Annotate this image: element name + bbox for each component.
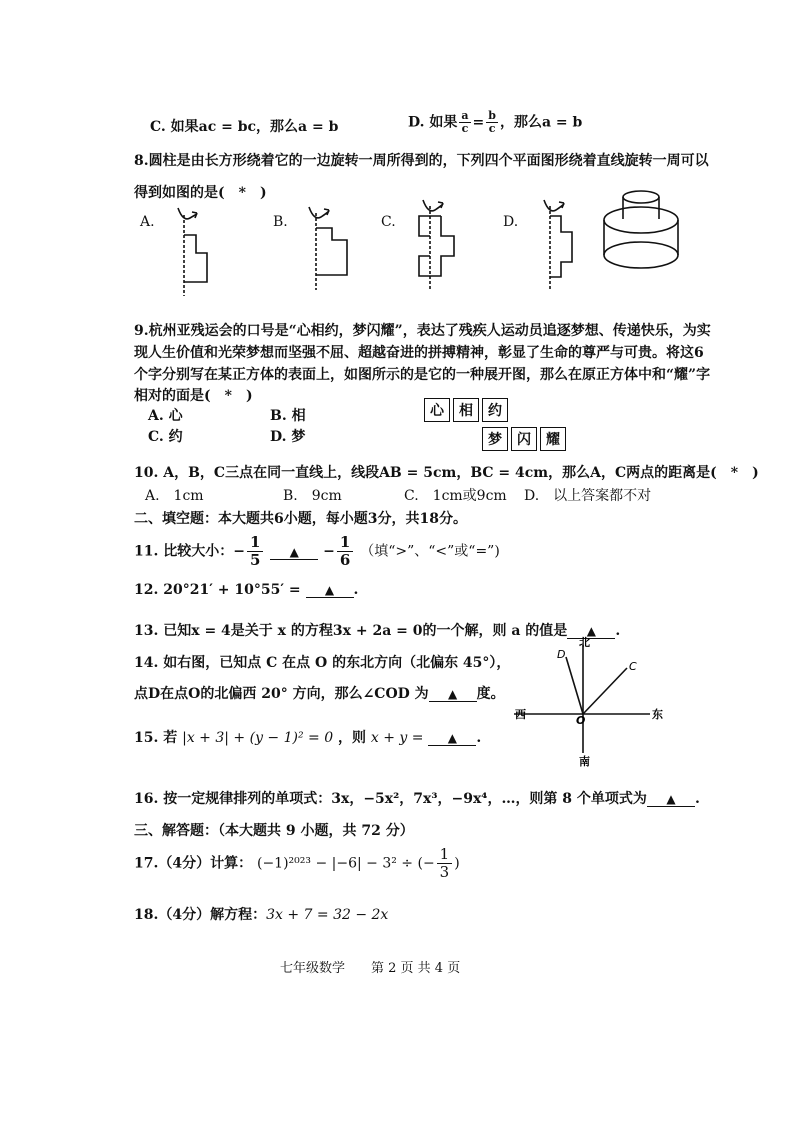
q8-label-d: D. [503, 214, 519, 230]
q8-line1: 8.圆柱是由长方形绕着它的一边旋转一周所得到的，下列四个平面图形绕着直线旋转一周可以 [134, 153, 709, 169]
compass-west-label: 西 [515, 708, 526, 721]
q9-line2: 现人生价值和光荣梦想而坚强不屈、超越奋进的拼搏精神，彰显了生命的尊严与可贵。将这6 [134, 345, 704, 361]
compass-north-label: 北 [579, 636, 590, 649]
q9-line1: 9.杭州亚残运会的口号是“心相约，梦闪耀”，表达了残疾人运动员追逐梦想、传递快乐，为实 [134, 323, 711, 339]
q16: 16. 按一定规律排列的单项式：3x，−5x²，7x³，−9x⁴，…，则第 8 个单项式为 ▲ . [134, 791, 700, 807]
q14-answer-blank[interactable]: ▲ [429, 687, 477, 702]
q9-option-b: B. 相 [270, 408, 306, 424]
q8-label-a: A. [140, 214, 155, 230]
q16-answer-blank[interactable]: ▲ [647, 792, 695, 807]
q15: 15. 若 |x + 3| + (y − 1)² = 0 ，则 x + y = ▲ . [134, 730, 482, 746]
q10-line1: 10. A，B，C三点在同一直线上，线段AB = 5cm，BC = 4cm，那么A，C两点的距离是( * ) [134, 465, 759, 481]
net-cell: 约 [482, 398, 508, 422]
compass-east-label: 东 [652, 708, 663, 721]
net-cell: 耀 [540, 427, 566, 451]
q9-option-d: D. 梦 [270, 429, 306, 445]
q8-label-c: C. [381, 214, 396, 230]
q9-line4: 相对的面是( * ) [134, 388, 253, 404]
net-cell: 闪 [511, 427, 537, 451]
q9-line3: 个字分别写在某正方体的表面上，如图所示的是它的一种展开图，那么在原正方体中和“耀”字 [134, 367, 711, 383]
q10-option-a: A. 1cm [145, 488, 204, 504]
q10-option-d: D. 以上答案都不对 [524, 488, 652, 504]
q8-figure-b [309, 207, 347, 290]
compass-d-label: D [557, 648, 566, 661]
q8-figure-a [178, 208, 207, 296]
q10-option-c: C. 1cm或9cm [404, 488, 507, 504]
compass-o-label: O [576, 714, 586, 727]
q8-label-b: B. [273, 214, 288, 230]
q7-d-prefix: D. 如果 [408, 114, 458, 131]
net-cell: 梦 [482, 427, 508, 451]
q8-figure-c [419, 200, 454, 291]
q14-compass-figure [500, 635, 700, 770]
q17: 17.（4分）计算： (−1)²⁰²³ − |−6| − 3² ÷ (− $\frac{1}{3}$ ) [134, 845, 460, 881]
section2-heading: 二、填空题：本大题共6小题，每小题3分，共18分。 [134, 511, 467, 527]
q10-option-b: B. 9cm [283, 488, 342, 504]
q7-d-frac1: $\frac{a}{c}$ [461, 109, 469, 135]
q11-answer-blank[interactable]: ▲ [270, 545, 318, 560]
net-cell: 相 [453, 398, 479, 422]
q7-d-frac2: $\frac{b}{c}$ [488, 109, 496, 135]
q18: 18.（4分）解方程：3x + 7 = 32 − 2x [134, 907, 389, 923]
q15-answer-blank[interactable]: ▲ [428, 731, 476, 746]
q14-line1: 14. 如右图，已知点 C 在点 O 的东北方向（北偏东 45°）， [134, 655, 511, 671]
q13-answer-blank[interactable]: ▲ [567, 624, 615, 639]
q11: 11. 比较大小：− $\frac{1}{5}$ ▲ − $\frac{1}{6}$ （填“>”、“<”或“=”) [134, 533, 500, 569]
page-footer: 七年级数学 第 2 页 共 4 页 [280, 961, 461, 976]
compass-c-label: C [629, 660, 637, 673]
q9-option-a: A. 心 [148, 408, 183, 424]
q8-figure-d [544, 200, 572, 290]
q8-line2: 得到如图的是( * ) [134, 185, 267, 201]
compass-south-label: 南 [579, 755, 590, 768]
q9-option-c: C. 约 [148, 429, 183, 445]
q8-cylinder-figure [604, 191, 678, 268]
q12-answer-blank[interactable]: ▲ [306, 583, 354, 598]
q12: 12. 20°21′ + 10°55′ = ▲ . [134, 582, 359, 598]
section3-heading: 三、解答题：（本大题共 9 小题，共 72 分） [134, 823, 414, 839]
q13: 13. 已知x = 4是关于 x 的方程3x + 2a = 0的一个解，则 a 的值是 ▲ . [134, 623, 621, 639]
net-cell: 心 [424, 398, 450, 422]
q8-figures [0, 0, 794, 330]
q7-option-d: D. 如果 $\frac{a}{c}$ = $\frac{b}{c}$ ，那么a = b [408, 109, 583, 135]
q7-option-c: C. 如果ac = bc，那么a = b [150, 119, 339, 135]
q14-line2: 点D在点O的北偏西 20° 方向，那么∠COD 为 ▲ 度。 [134, 686, 505, 702]
